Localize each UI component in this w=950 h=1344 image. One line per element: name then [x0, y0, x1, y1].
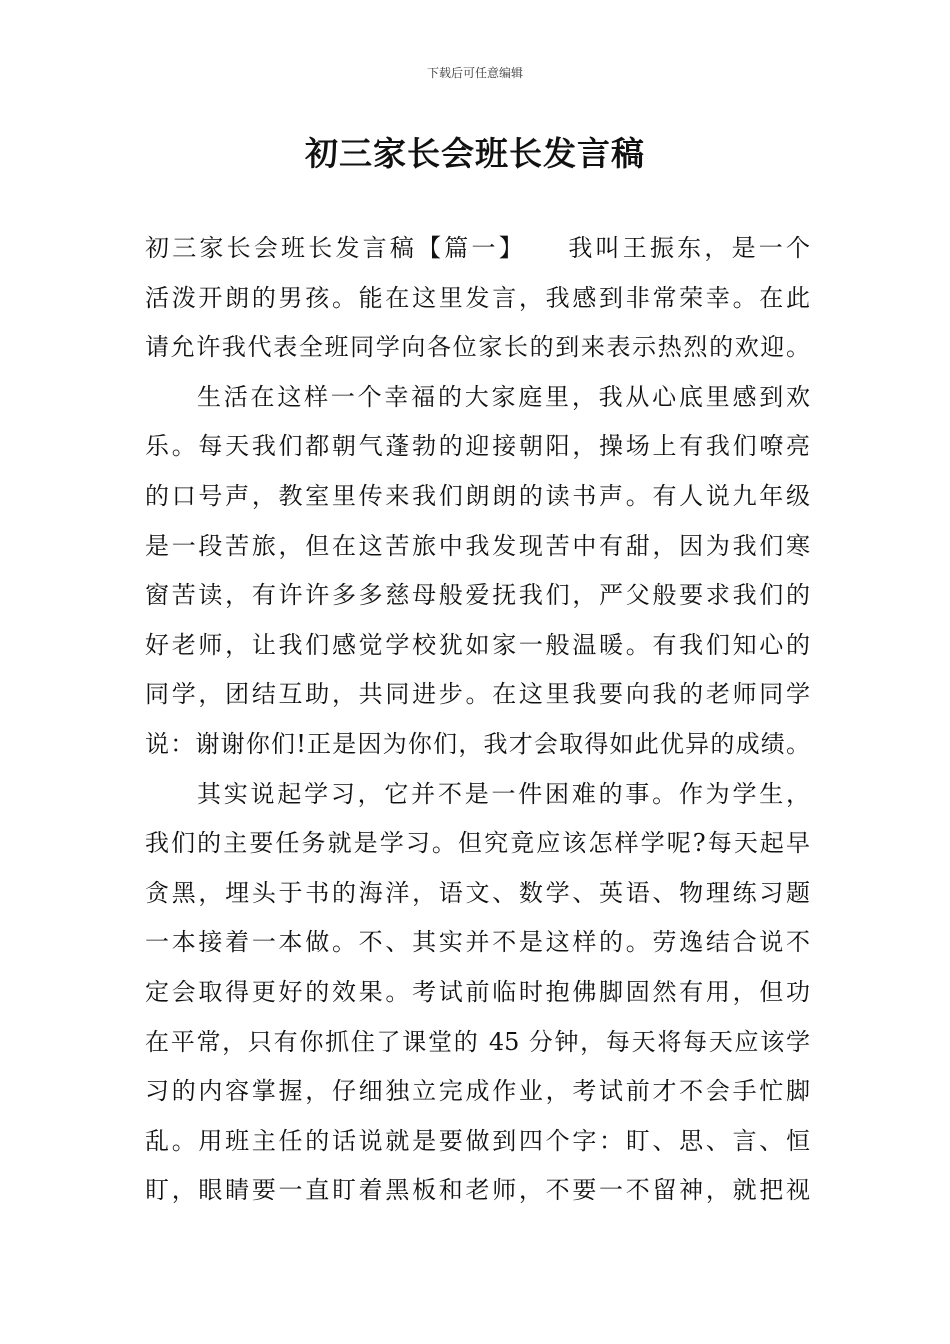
body-line: 请允许我代表全班同学向各位家长的到来表示热烈的欢迎。 — [145, 333, 810, 362]
document-body — [145, 224, 810, 1216]
body-line: 初三家长会班长发言稿【篇一】 我叫王振东，是一个 — [145, 234, 810, 262]
paragraph-start-line: 其实说起学习，它并不是一件困难的事。作为学生， — [197, 779, 810, 808]
body-line: 同学，团结互助，共同进步。在这里我要向我的老师同学 — [145, 680, 810, 709]
body-line: 习的内容掌握，仔细独立完成作业，考试前才不会手忙脚 — [145, 1077, 810, 1106]
paragraph-start-line: 生活在这样一个幸福的大家庭里，我从心底里感到欢 — [197, 382, 810, 411]
body-line: 在平常，只有你抓住了课堂的 45 分钟，每天将每天应该学 — [145, 1027, 810, 1056]
body-line: 窗苦读，有许许多多慈母般爱抚我们，严父般要求我们的 — [145, 581, 810, 610]
body-line: 定会取得更好的效果。考试前临时抱佛脚固然有用，但功 — [145, 977, 810, 1006]
body-line: 贪黑，埋头于书的海洋，语文、数学、英语、物理练习题 — [145, 878, 810, 907]
body-line: 说：谢谢你们!正是因为你们，我才会取得如此优异的成绩。 — [145, 729, 810, 758]
body-line: 活泼开朗的男孩。能在这里发言，我感到非常荣幸。在此 — [145, 283, 810, 312]
document-title: 初三家长会班长发言稿 — [305, 134, 645, 173]
body-line: 是一段苦旅，但在这苦旅中我发现苦中有甜，因为我们寒 — [145, 531, 810, 560]
body-line: 我们的主要任务就是学习。但究竟应该怎样学呢?每天起早 — [145, 829, 810, 858]
body-line: 盯，眼睛要一直盯着黑板和老师，不要一不留神，就把视 — [145, 1176, 810, 1205]
body-line: 的口号声，教室里传来我们朗朗的读书声。有人说九年级 — [145, 481, 810, 510]
body-line: 一本接着一本做。不、其实并不是这样的。劳逸结合说不 — [145, 928, 810, 957]
body-line: 乱。用班主任的话说就是要做到四个字：盯、思、言、恒 — [145, 1126, 810, 1155]
header-note: 下载后可任意编辑 — [426, 66, 523, 80]
body-line: 乐。每天我们都朝气蓬勃的迎接朝阳，操场上有我们嘹亮 — [145, 432, 810, 461]
body-line: 好老师，让我们感觉学校犹如家一般温暖。有我们知心的 — [145, 630, 810, 659]
